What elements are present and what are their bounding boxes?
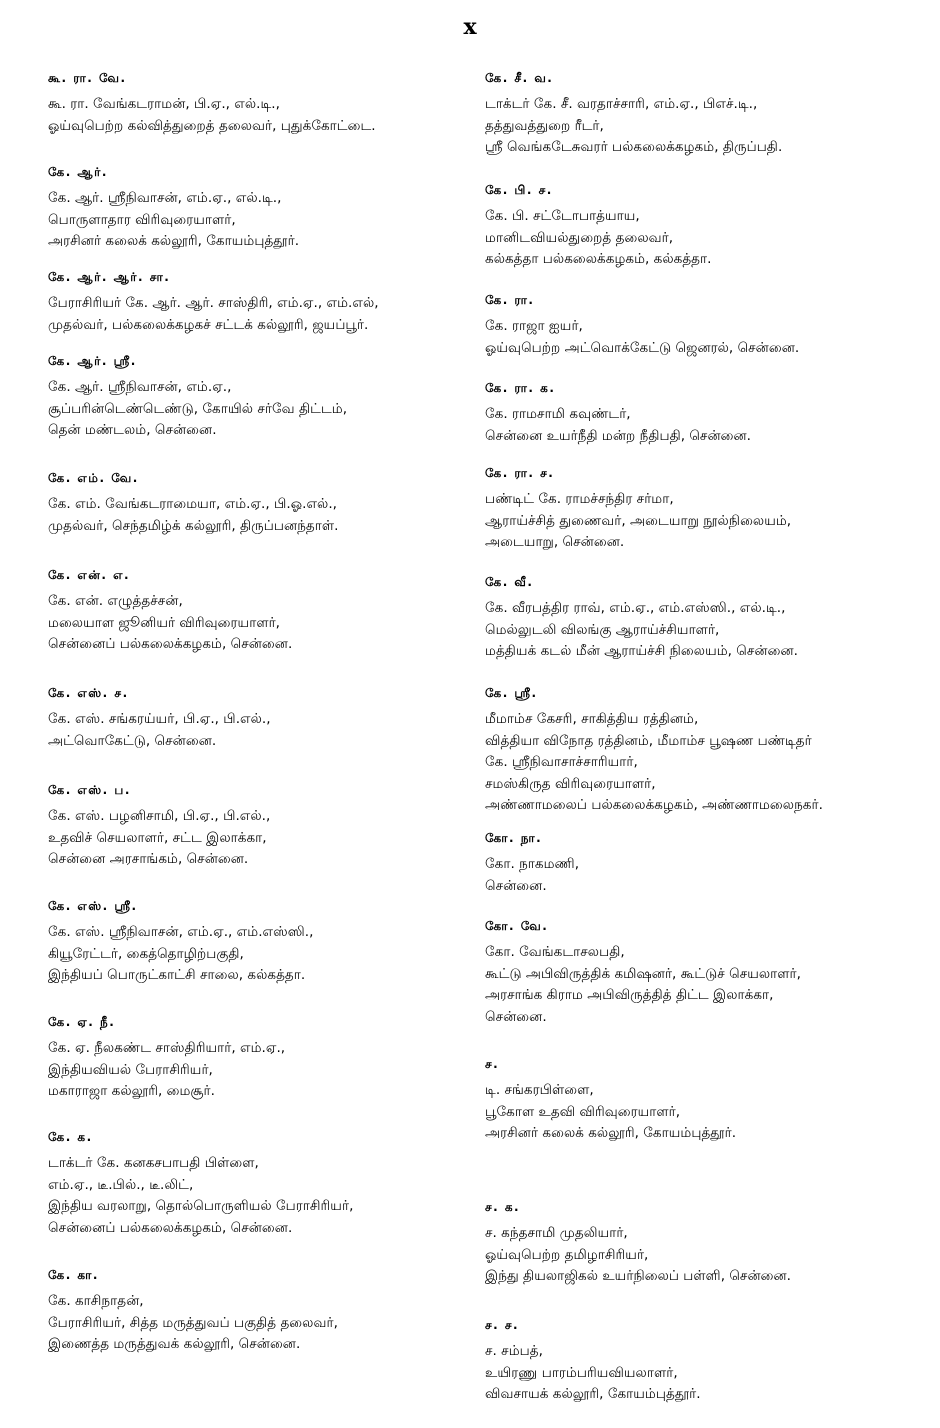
contributor-detail-line: கல்கத்தா பல்கலைக்கழகம், கல்கத்தா. [485, 251, 712, 267]
contributor-entry [48, 1012, 478, 1103]
contributor-entry [48, 683, 478, 752]
contributor-detail-line: அரசினர் கலைக் கல்லூரி, கோயம்புத்தூர். [485, 1125, 737, 1141]
contributor-abbreviation: கூ. ரா. வே. [48, 71, 127, 85]
contributor-entry [48, 351, 478, 442]
contributor-name: டி. சங்கரபிள்ளை, [485, 1082, 594, 1098]
contributor-entry [48, 468, 478, 537]
contributor-entry [485, 68, 915, 159]
contributor-name: டாக்டர் கே. கனகசபாபதி பிள்ளை, [48, 1155, 259, 1171]
contributor-detail-line: சென்னை. [485, 1008, 547, 1025]
contributor-name: கோ. நாகமணி, [485, 856, 580, 872]
contributor-detail-line: ஓய்வுபெற்ற அட்வொக்கேட்டு ஜெனரல், சென்னை. [485, 339, 800, 356]
contributor-detail-line: கியூரேட்டர், கைத்தொழிற்பகுதி, [48, 945, 244, 962]
contributor-entry [485, 1197, 915, 1288]
contributor-entry [485, 180, 915, 271]
contributor-abbreviation: கே. ஆர். ஆர். சா. [48, 270, 171, 284]
contributor-name: ச. சம்பத், [485, 1343, 543, 1359]
contributor-detail-line: சென்னை அரசாங்கம், சென்னை. [48, 851, 249, 867]
contributor-entry [48, 780, 478, 871]
contributor-detail-line: ஓய்வுபெற்ற தமிழாசிரியர், [485, 1246, 649, 1263]
contributor-detail-line: தத்துவத்துறை ரீடர், [485, 117, 604, 134]
contributor-entry [485, 463, 915, 554]
contributor-abbreviation: கே. ஸ்ரீ. [485, 686, 538, 700]
contributor-entry [485, 1054, 915, 1145]
contributor-detail-line: சமஸ்கிருத விரிவுரையாளர், [485, 775, 656, 792]
contributor-detail-line: வித்தியா விநோத ரத்தினம், மீமாம்ச பூஷண பண்டிதர் [485, 732, 812, 749]
contributor-abbreviation: கே. கா. [48, 1268, 99, 1282]
contributor-entry [48, 1265, 478, 1356]
contributor-detail-line: சூப்பரின்டெண்டெண்டு, கோயில் சர்வே திட்டம், [48, 400, 348, 417]
contributor-detail-line: ஸ்ரீ வெங்கடேசுவரர் பல்கலைக்கழகம், திருப்பதி. [485, 139, 783, 155]
contributor-name: கே. ஆர். ஸ்ரீநிவாசன், எம்.ஏ., எல்.டி., [48, 190, 282, 206]
contributor-detail-line: அடையாறு, சென்னை. [485, 534, 625, 550]
contributor-abbreviation: கே. எஸ். ப. [48, 783, 131, 797]
contributor-abbreviation: ச. [485, 1057, 500, 1071]
contributor-name: கே. எஸ். ஸ்ரீநிவாசன், எம்.ஏ., எம்.எஸ்ஸி., [48, 924, 314, 940]
contributor-abbreviation: கே. ரா. [485, 293, 535, 307]
contributor-abbreviation: கே. ஆர். ஸ்ரீ. [48, 354, 137, 368]
contributor-entry [48, 162, 478, 253]
contributor-name: ச. கந்தசாமி முதலியார், [485, 1225, 628, 1241]
contributor-detail-line: அண்ணாமலைப் பல்கலைக்கழகம், அண்ணாமலைநகர். [485, 797, 823, 813]
contributor-detail-line: சென்னைப் பல்கலைக்கழகம், சென்னை. [48, 1219, 293, 1236]
contributor-entry [485, 916, 915, 1028]
contributor-detail-line: கே. ஸ்ரீநிவாசாச்சாரியார், [485, 754, 638, 770]
contributor-detail-line: மானிடவியல்துறைத் தலைவர், [485, 229, 674, 246]
contributor-detail-line: பொருளாதார விரிவுரையாளர், [48, 211, 236, 228]
contributor-detail-line: இணைத்த மருத்துவக் கல்லூரி, சென்னை. [48, 1336, 301, 1352]
contributor-entry [48, 896, 478, 987]
contributor-abbreviation: கே. என். எ. [48, 568, 131, 582]
contributor-name: கே. எஸ். பழனிசாமி, பி.ஏ., பி.எல்., [48, 808, 271, 824]
contributor-entry [48, 267, 478, 336]
contributor-abbreviation: கே. ரா. க. [485, 381, 556, 395]
contributor-detail-line: விவசாயக் கல்லூரி, கோயம்புத்தூர். [485, 1386, 701, 1402]
contributor-abbreviation: கே. சீ. வ. [485, 71, 554, 85]
contributor-abbreviation: கே. ஆர். [48, 165, 108, 179]
contributor-detail-line: அரசினர் கலைக் கல்லூரி, கோயம்புத்தூர். [48, 233, 300, 249]
contributor-entry [485, 1315, 915, 1406]
contributor-detail-line: மெல்லுடலி விலங்கு ஆராய்ச்சியாளர், [485, 621, 720, 638]
contributor-entry [48, 565, 478, 656]
contributor-entry [485, 683, 915, 817]
contributor-name: மீமாம்ச கேசரி, சாகித்திய ரத்தினம், [485, 711, 699, 727]
contributor-name: கோ. வேங்கடாசலபதி, [485, 944, 625, 960]
contributor-abbreviation: ச. க. [485, 1200, 521, 1214]
contributor-detail-line: முதல்வர், பல்கலைக்கழகச் சட்டக் கல்லூரி, ஜயப்பூர். [48, 316, 369, 333]
contributor-name: கே. ஏ. நீலகண்ட சாஸ்திரியார், எம்.ஏ., [48, 1040, 286, 1056]
contributor-name: கே. ராஜா ஐயர், [485, 318, 583, 334]
contributor-name: பேராசிரியர் கே. ஆர். ஆர். சாஸ்திரி, எம்.ஏ., எம்.எல், [48, 295, 379, 311]
contributor-entry [485, 290, 915, 359]
contributor-detail-line: இந்தியவியல் பேராசிரியர், [48, 1061, 213, 1078]
contributor-abbreviation: கோ. வே. [485, 919, 549, 933]
contributor-detail-line: உதவிச் செயலாளர், சட்ட இலாக்கா, [48, 829, 267, 846]
contributor-detail-line: இந்தியப் பொருட்காட்சி சாலை, கல்கத்தா. [48, 967, 306, 983]
contributor-abbreviation: கே. பி. ச. [485, 183, 553, 197]
contributor-detail-line: சென்னை உயர்நீதி மன்ற நீதிபதி, சென்னை. [485, 427, 752, 444]
contributor-detail-line: முதல்வர், செந்தமிழ்க் கல்லூரி, திருப்பனந்தாள். [48, 517, 339, 534]
contributor-entry [485, 572, 915, 663]
contributor-abbreviation: கே. ஏ. நீ. [48, 1015, 116, 1029]
contributor-detail-line: தென் மண்டலம், சென்னை. [48, 422, 217, 438]
contributor-abbreviation: கே. எஸ். ச. [48, 686, 129, 700]
contributor-detail-line: ஓய்வுபெற்ற கல்வித்துறைத் தலைவர், புதுக்கோட்டை. [48, 117, 376, 134]
contributor-abbreviation: கே. எஸ். ஸ்ரீ. [48, 899, 138, 913]
contributor-detail-line: சென்னைப் பல்கலைக்கழகம், சென்னை. [48, 636, 293, 652]
contributor-name: கே. பி. சட்டோபாத்யாய, [485, 208, 640, 224]
contributor-name: கே. எம். வேங்கடராமையா, எம்.ஏ., பி.ஓ.எல்., [48, 496, 337, 512]
contributor-abbreviation: கே. ரா. ச. [485, 466, 555, 480]
contributor-detail-line: அரசாங்க கிராம அபிவிருத்தித் திட்ட இலாக்கா, [485, 987, 774, 1003]
contributor-name: கே. வீரபத்திர ராவ், எம்.ஏ., எம்.எஸ்ஸி., எல்.டி., [485, 600, 786, 616]
contributor-detail-line: அட்வொகேட்டு, சென்னை. [48, 732, 217, 749]
contributor-name: கே. எஸ். சங்கரய்யர், பி.ஏ., பி.எல்., [48, 711, 271, 727]
contributor-detail-line: உயிரணு பாரம்பரியவியலாளர், [485, 1364, 678, 1381]
contributor-detail-line: ஆராய்ச்சித் துணைவர், அடையாறு நூல்நிலையம், [485, 512, 792, 529]
contributor-abbreviation: கே. எம். வே. [48, 471, 139, 485]
contributor-entry [48, 1127, 478, 1239]
contributor-abbreviation: ச. ச. [485, 1318, 520, 1332]
contributor-detail-line: பேராசிரியர், சித்த மருத்துவப் பகுதித் தலைவர், [48, 1314, 338, 1331]
contributor-abbreviation: கே. க. [48, 1130, 93, 1144]
contributor-detail-line: பூகோள உதவி விரிவுரையாளர், [485, 1103, 681, 1120]
contributor-detail-line: மத்தியக் கடல் மீன் ஆராய்ச்சி நிலையம், சென்னை. [485, 643, 798, 659]
contributor-detail-line: இந்து தியலாஜிகல் உயர்நிலைப் பள்ளி, சென்னை. [485, 1268, 791, 1284]
contributor-detail-line: மகாராஜா கல்லூரி, மைசூர். [48, 1083, 215, 1099]
contributor-name: கே. என். எழுத்தச்சன், [48, 593, 183, 609]
contributor-name: கே. காசிநாதன், [48, 1293, 144, 1309]
contributor-abbreviation: கோ. நா. [485, 831, 543, 845]
contributor-detail-line: மலையாள ஜூனியர் விரிவுரையாளர், [48, 614, 281, 631]
contributor-name: கூ. ரா. வேங்கடராமன், பி.ஏ., எல்.டி., [48, 96, 280, 112]
page-number: x [463, 14, 477, 40]
contributor-name: கே. ஆர். ஸ்ரீநிவாசன், எம்.ஏ., [48, 379, 232, 395]
contributor-detail-line: இந்திய வரலாறு, தொல்பொருளியல் பேராசிரியர், [48, 1198, 354, 1214]
contributor-detail-line: எம்.ஏ., டீ.பில்., டீ.லிட், [48, 1176, 194, 1193]
contributor-detail-line: சென்னை. [485, 877, 547, 894]
contributor-entry [485, 828, 915, 897]
contributor-name: பண்டிட் கே. ராமச்சந்திர சர்மா, [485, 491, 674, 507]
contributor-entry [485, 378, 915, 447]
contributor-abbreviation: கே. வீ. [485, 575, 534, 589]
contributor-entry [48, 68, 478, 137]
contributor-name: கே. ராமசாமி கவுண்டர், [485, 406, 631, 422]
contributor-detail-line: கூட்டு அபிவிருத்திக் கமிஷனர், கூட்டுச் செயலாளர், [485, 965, 801, 982]
contributor-name: டாக்டர் கே. சீ. வரதாச்சாரி, எம்.ஏ., பிஎச்.டி., [485, 96, 758, 112]
